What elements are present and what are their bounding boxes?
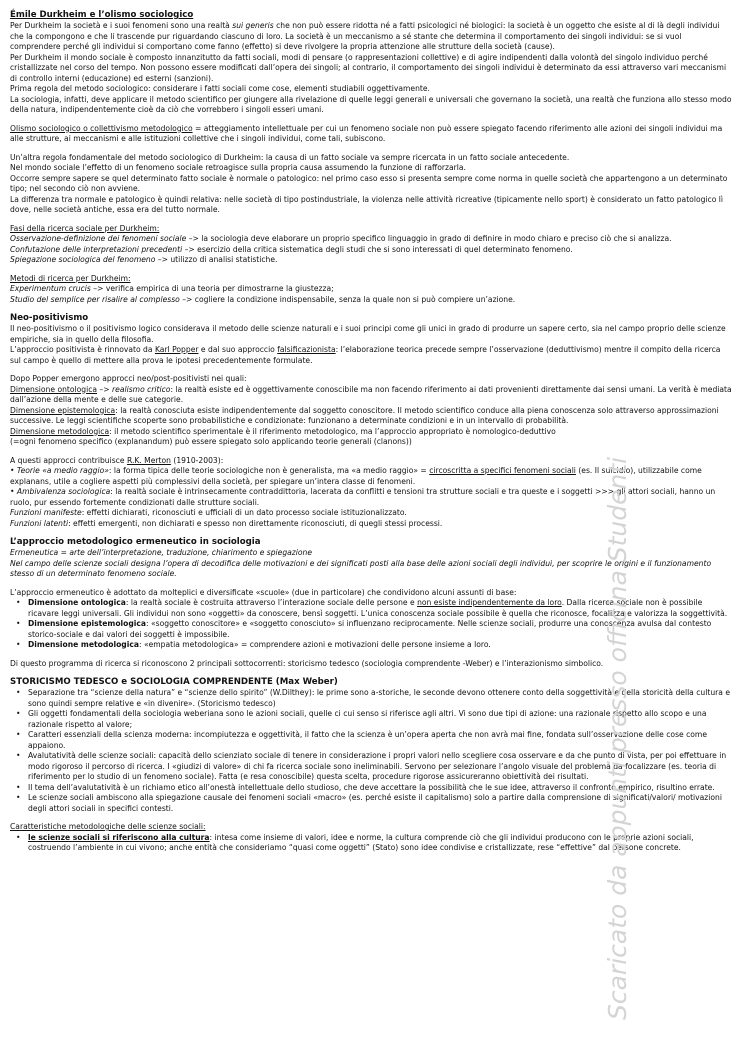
paragraph: L’approccio ermeneutico è adottato da molteplici e diversificate «scuole» (due in particolare) che condividono alcuni assunti di base: — [10, 587, 517, 597]
paragraph-popper: L’approccio positivista è rinnovato da Karl Popper e dal suo approccio falsificazionista: l’elaborazione teorica precede sempre l’osservazione (deduttivismo) mentre il compito della ricerca sul campo è quello di mettere alla prova le ipotesi precedentemente formulate. — [10, 345, 721, 365]
paragraph: Nel mondo sociale l’effetto di un fenomeno sociale retroagisce sulla propria causa assumendo la funzione di rafforzarla. — [10, 163, 466, 172]
list-item: • Dimensione metodologica: «empatia metodologica» = comprendere azioni e motivazioni delle persone insieme a loro. — [28, 640, 732, 651]
paragraph: Un’altra regola fondamentale del metodo sociologico di Durkheim: la causa di un fatto sociale va sempre ricercata in un fatto sociale antecedente. — [10, 152, 570, 162]
merton-item: • Ambivalenza sociologica: la realtà sociale è intrinsecamente contraddittoria, lacerata da conflitti e tensioni tra strutture sociali e tra queste e i soggetti >>> gli attori sociali, hanno un ruolo, pur essendo fortemente condizionati dalle strutture sociali. — [10, 487, 716, 507]
subheading-fasi: Fasi della ricerca sociale per Durkheim: — [10, 223, 160, 233]
dimension-metodologica: Dimensione metodologica: il metodo scientifico sperimentale è il riferimento metodologico, ma l’approccio appropriato è nomologico-deduttivo — [10, 426, 556, 436]
paragraph-olismo: Olismo sociologico o collettivismo metodologico = atteggiamento intellettuale per cui un fenomeno sociale non può essere spiegato facendo riferimento alle azioni dei singoli individui ma alle strutture, ai meccanismi e alle istituzioni collettive che i singoli individui, come tali, subiscono. — [10, 123, 723, 143]
fase-item: Spiegazione sociologica del fenomeno –> utilizzo di analisi statistiche. — [10, 255, 278, 264]
paragraph: Per Durkheim la società e i suoi fenomeni sono una realtà sui generis che non può essere ridotta né a fatti psicologici né biologici: la società è un oggetto che esiste al di là degli individui che la compongono e che li trascende pur riguardando ciascuno di loro. La società è un meccanismo a sé stante che determina il comportamento dei singoli individui: se si vuol comprendere perché gli individui si comportano come fanno (effetto) si deve rivolgere la propria attenzione alle strutture della società (cause). — [10, 21, 720, 51]
section-title-ermeneutica: L’approccio metodologico ermeneutico in sociologia — [10, 537, 261, 547]
fase-item: Confutazione delle interpretazioni precedenti –> esercizio della critica sistematica degli studi che si sono interessati di quel determinato fenomeno. — [10, 244, 573, 254]
metodo-item: Studio del semplice per risalire al complesso –> cogliere la condizione indispensabile, senza la quale non si può compiere un’azione. — [10, 294, 516, 304]
paragraph: Dopo Popper emergono approcci neo/post-positivisti nei quali: — [10, 374, 247, 383]
metodo-item: Experimentum crucis –> verifica empirica di una teoria per dimostrarne la giustezza; — [10, 284, 334, 293]
paragraph: La differenza tra normale e patologico è quindi relativa: nelle società di tipo postindustriale, la violenza nelle attività ricreative (tipicamente nello sport) è considerato un fatto patologico lì dove, nelle società antiche, essa era del tutto normale. — [10, 194, 723, 214]
paragraph: Nel campo delle scienze sociali designa l’opera di decodifica delle motivazioni e dei significati posti alla base delle azioni sociali degli individui, per scoprire le origini e il funzionamento stesso di un determinato fenomeno sociale. — [10, 558, 712, 578]
paragraph: Occorre sempre sapere se quel determinato fatto sociale è normale o patologico: nel primo caso esso si presenta sempre come norma in quelle società che appartengono a un determinato tipo; nel secondo ciò non avviene. — [10, 173, 728, 193]
list-item: • Gli oggetti fondamentali della sociologia weberiana sono le azioni sociali, quelle ci cui senso si riferisce agli altri. Vi sono due tipi di azione: una razionale rispetto allo scopo e una razionale rispetto al valore; — [28, 709, 732, 730]
paragraph: Per Durkheim il mondo sociale è composto innanzitutto da fatti sociali, modi di pensare (o rappresentazioni collettive) e di agire indipendenti dalla volontà del singolo individuo perché cristallizzate nel corso del tempo. Non possono essere modificati dall’opera dei singoli; al contrario, il comportamento dei singoli individui è determinato da essi attraverso vari meccanismi di controllo interni (educazione) ed esterni (sanzioni). — [10, 52, 727, 83]
section-title-neopositivismo: Neo-positivismo — [10, 313, 89, 323]
dimension-epistemologica: Dimensione epistemologica: la realtà conosciuta esiste indipendentemente dal soggetto conoscitore. Il metodo scientifico conduce alla piena conoscenza solo attraverso approssimazioni successive. Le leggi scientifiche scoperte sono probabilistiche e condizionate: funzionano a determinate condizioni e in un intervallo di probabilità. — [10, 405, 719, 425]
dimension-ontologica: Dimensione ontologica –> realismo critico: la realtà esiste ed è oggettivamente conoscibile ma non facendo riferimento ai dati provenienti direttamente dai sensi umani. La verità è mediata dall’azione della mente e delle sue categorie. — [10, 384, 732, 404]
fase-item: Osservazione-definizione dei fenomeni sociale –> la sociologia deve elaborare un proprio specifico linguaggio in grado di definire in modo chiaro e preciso ciò che si analizza. — [10, 234, 672, 243]
merton-item: Funzioni latenti: effetti emergenti, non dichiarati e spesso non direttamente riconosciuti, di quegli stessi processi. — [10, 518, 443, 528]
list-item: • Le scienze sociali ambiscono alla spiegazione causale dei fenomeni sociali «macro» (es. perché esiste il capitalismo) solo a partire dalla comprensione di significati/valori/ motivazioni degli attori sociali in specifici contesti. — [28, 793, 732, 814]
list-item: • Caratteri essenziali della scienza moderna: incompiutezza e oggettività, il fatto che la scienza è un’opera aperta che non avrà mai fine, fondata sull’osservazione delle cose come appaiono. — [28, 730, 732, 751]
list-item: • Dimensione epistemologica: «soggetto conoscitore» e «soggetto conosciuto» si influenzano reciprocamente. Nelle scienze sociali, produrre una conoscenza avulsa dal contesto storico-sociale e dai valori dei soggetti è impossibile. — [28, 619, 732, 640]
subheading-metodi: Metodi di ricerca per Durkheim: — [10, 273, 131, 283]
merton-item: • Teorie «a medio raggio»: la forma tipica delle teorie sociologiche non è generalista, ma «a medio raggio» = circoscritta a specifici fenomeni sociali (es. Il suicidio), utilizzabile come explanans, utile a cogliere aspetti più complessivi della società, per spiegare un’intera classe di fenomeni. — [10, 466, 702, 486]
merton-item: Funzioni manifeste: effetti dichiarati, riconosciuti e ufficiali di un dato processo sociale istituzionalizzato. — [10, 508, 407, 517]
list-item: • Avalutatività delle scienze sociali: capacità dello scienziato sociale di tenere in considerazione i propri valori nello scegliere cosa osservare e da che punto di vista, per poi effettuare in modo rigoroso il percorso di ricerca. I «giudizi di valore» di chi fa ricerca sociale sono ineliminabili. Servono per selezionare l’angolo visuale del problema da focalizzare (es. teoria di riferimento per lo studio di un fenomeno sociale). Fatta (e resa conoscibile) questa scelta, procedure rigorose assicureranno obiettività dei risultati. — [28, 751, 732, 783]
paragraph: Prima regola del metodo sociologico: considerare i fatti sociali come cose, elementi studiabili oggettivamente. — [10, 84, 430, 93]
paragraph-merton: A questi approcci contribuisce R.K. Merton (1910-2003): — [10, 455, 224, 465]
paragraph: Ermeneutica = arte dell’interpretazione, traduzione, chiarimento e spiegazione — [10, 548, 313, 557]
paragraph: La sociologia, infatti, deve applicare il metodo scientifico per giungere alla rivelazione di quelle leggi generali e universali che governano la società, una realtà che funziona allo stesso modo della natura, indipendentemente cioè da ciò che vorrebbero i singoli esseri umani. — [10, 94, 732, 114]
paragraph: Di questo programma di ricerca si riconoscono 2 principali sottocorrenti: storicismo tedesco (sociologia comprendente -Weber) e l’interazionismo simbolico. — [10, 658, 604, 668]
watermark-text: Scaricato da appunti presso officina Studenti — [603, 456, 632, 1020]
paragraph: (=ogni fenomeno specifico (explanandum) può essere spiegato solo applicando teorie generali (clanons)) — [10, 437, 412, 446]
section-title-weber: STORICISMO TEDESCO e SOCIOLOGIA COMPRENDENTE (Max Weber) — [10, 677, 338, 687]
list-item: • le scienze sociali si riferiscono alla cultura: intesa come insieme di valori, idee e norme, la cultura comprende ciò che gli individui producono con le proprie azioni sociali, costruendo l’ambiente in cui vivono; anche entità che consideriamo “quasi come oggetti” (Stato) sono idee condivise e cristallizzate, rese “effettive” dal persone concrete. — [28, 833, 732, 854]
list-item: • Il tema dell’avalutatività è un richiamo etico all’onestà intellettuale dello studioso, che deve accettare la possibilità che le sue idee, attraverso il confronto empirico, risultino errate. — [28, 783, 732, 794]
list-item: • Dimensione ontologica: la realtà sociale è costruita attraverso l’interazione sociale delle persone e non esiste indipendentemente da loro. Dalla ricerca sociale non è possibile ricavare leggi universali. Gli individui non sono «oggetti» da conoscere, bensì soggetti. L’unica conoscenza sociale possibile è quella che riconosce, focalizza e valorizza la soggettività. — [28, 598, 732, 619]
section-title-durkheim: Émile Durkheim e l’olismo sociologico — [10, 10, 194, 20]
paragraph: Il neo-positivismo o il positivismo logico considerava il metodo delle scienze naturali e i suoi principi come gli unici in grado di produrre un sapere certo, sia nel campo proprio delle scienze empiriche, sia in quello della filosofia. — [10, 324, 726, 344]
subheading-caratteristiche: Caratteristiche metodologiche delle scienze sociali: — [10, 822, 206, 831]
list-item: • Separazione tra “scienze della natura” e “scienze dello spirito” (W.Dilthey): le prime sono a-storiche, le seconde devono ottenere conto della soggettività e della storicità della cultura e sono quindi sempre relative e «in divenire». (Storicismo tedesco) — [28, 688, 732, 709]
